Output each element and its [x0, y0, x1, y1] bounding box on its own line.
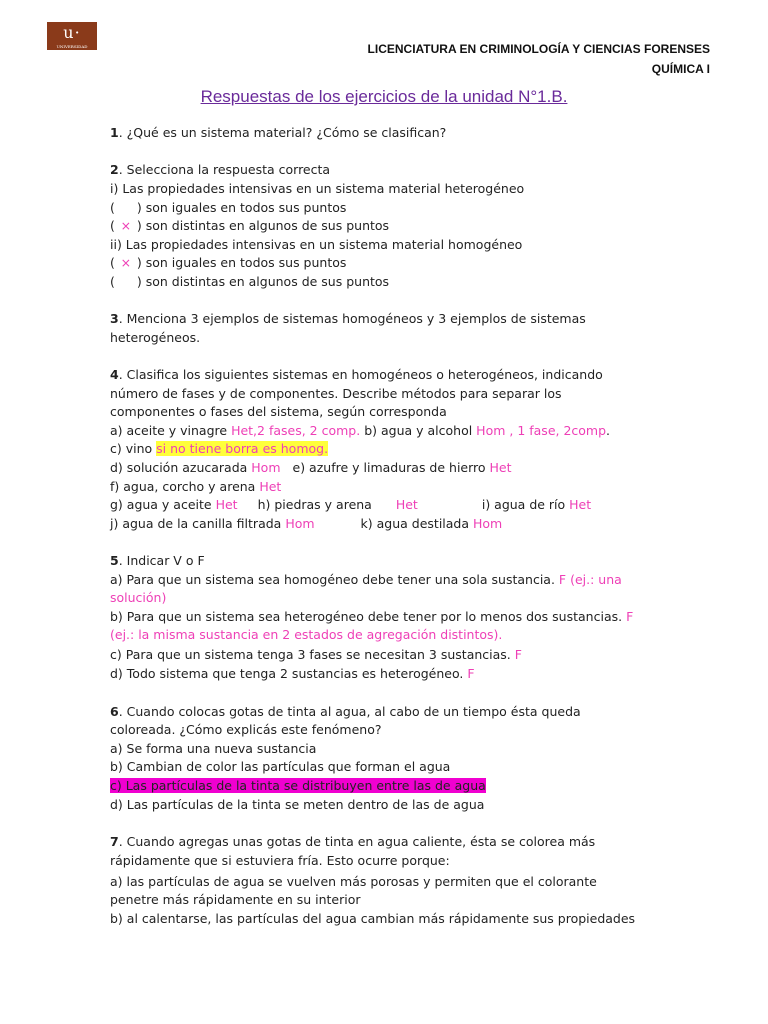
answer: Het [395, 497, 418, 512]
answer: Hom [251, 460, 281, 475]
item-line: a) aceite y vinagre Het,2 fases, 2 comp. b) agua y alcohol Hom , 1 fase, 2comp. [110, 423, 611, 438]
correct-option [110, 777, 486, 795]
item-line: c) vino si no tiene borra es homog. [110, 441, 329, 456]
question-7-cont: rápidamente que si estuviera fría. Esto ocurre porque: [110, 853, 450, 868]
option-line: penetre más rápidamente en su interior [110, 892, 361, 907]
logo-subtext: UNIVERSIDAD [56, 44, 88, 49]
header-course: QUÍMICA I [651, 62, 710, 76]
answer: F [626, 609, 634, 624]
item-line: d) Todo sistema que tenga 2 sustancias es heterogéneo. F [110, 666, 475, 681]
question-6-cont: coloreada. ¿Cómo explicás este fenómeno? [110, 722, 382, 737]
question-4-cont: número de fases y de componentes. Describe métodos para separar los [110, 386, 562, 401]
option-line: ( ) son distintas en algunos de sus puntos [110, 274, 390, 289]
question-3: 3. Menciona 3 ejemplos de sistemas homogéneos y 3 ejemplos de sistemas [110, 311, 586, 326]
option-line: a) Se forma una nueva sustancia [110, 741, 317, 756]
question-2: 2. Selecciona la respuesta correcta [110, 162, 331, 177]
check-mark: × [120, 218, 132, 233]
answer: F [467, 666, 475, 681]
question-4-cont: componentes o fases del sistema, según corresponda [110, 404, 447, 419]
question-1: 1. ¿Qué es un sistema material? ¿Cómo se clasifican? [110, 125, 447, 140]
item-line: b) Para que un sistema sea heterogéneo debe tener por lo menos dos sustancias. F [110, 609, 634, 624]
answer: Hom , 1 fase, 2comp [476, 423, 607, 438]
answer: Hom [473, 516, 503, 531]
answer: Het,2 fases, 2 comp. [231, 423, 361, 438]
check-mark: × [120, 255, 132, 270]
highlighted-answer: c) Las partículas de la tinta se distribuyen entre las de agua [110, 778, 486, 793]
header-degree: LICENCIATURA EN CRIMINOLOGÍA Y CIENCIAS FORENSES [367, 42, 710, 56]
highlighted-answer: si no tiene borra es homog. [156, 441, 329, 456]
question-3-cont: heterogéneos. [110, 330, 201, 345]
answer: F (ej.: una [558, 572, 622, 587]
item-line: g) agua y aceite Het h) piedras y arena Het i) agua de río Het [110, 497, 592, 512]
answer: Het [569, 497, 592, 512]
option-line: ( ) son iguales en todos sus puntos [110, 200, 347, 215]
option-line: ( × ) son iguales en todos sus puntos [110, 255, 347, 270]
answer: Hom [285, 516, 315, 531]
page-title: Respuestas de los ejercicios de la unidad N°1.B. [200, 87, 568, 106]
item-line: d) solución azucarada Hom e) azufre y limaduras de hierro Het [110, 460, 512, 475]
item-line: f) agua, corcho y arena Het [110, 479, 282, 494]
option-line: b) al calentarse, las partículas del agua cambian más rápidamente sus propiedades [110, 911, 636, 926]
item-line: c) Para que un sistema tenga 3 fases se necesitan 3 sustancias. F [110, 647, 522, 662]
answer: Het [489, 460, 512, 475]
answer-cont: (ej.: la misma sustancia en 2 estados de agregación distintos). [110, 627, 503, 642]
logo-mark: u· [63, 23, 81, 42]
item-line: a) Para que un sistema sea homogéneo debe tener una sola sustancia. F (ej.: una [110, 572, 622, 587]
option-line: ( × ) son distintas en algunos de sus puntos [110, 218, 390, 233]
answer: Het [259, 479, 282, 494]
item-line: j) agua de la canilla filtrada Hom k) agua destilada Hom [110, 516, 503, 531]
question-7: 7. Cuando agregas unas gotas de tinta en agua caliente, ésta se colorea más [110, 834, 596, 849]
answer: F [514, 647, 522, 662]
question-2-part-i: i) Las propiedades intensivas en un sistema material heterogéneo [110, 181, 525, 196]
option-line: a) las partículas de agua se vuelven más porosas y permiten que el colorante [110, 874, 597, 889]
question-5: 5. Indicar V o F [110, 553, 205, 568]
answer-cont: solución) [110, 590, 167, 605]
option-line: d) Las partículas de la tinta se meten dentro de las de agua [110, 797, 485, 812]
question-2-part-ii: ii) Las propiedades intensivas en un sistema material homogéneo [110, 237, 523, 252]
answer: Het [215, 497, 238, 512]
question-6: 6. Cuando colocas gotas de tinta al agua, al cabo de un tiempo ésta queda [110, 704, 581, 719]
question-4: 4. Clasifica los siguientes sistemas en homogéneos o heterogéneos, indicando [110, 367, 603, 382]
option-line: b) Cambian de color las partículas que forman el agua [110, 759, 451, 774]
university-logo [47, 22, 97, 50]
